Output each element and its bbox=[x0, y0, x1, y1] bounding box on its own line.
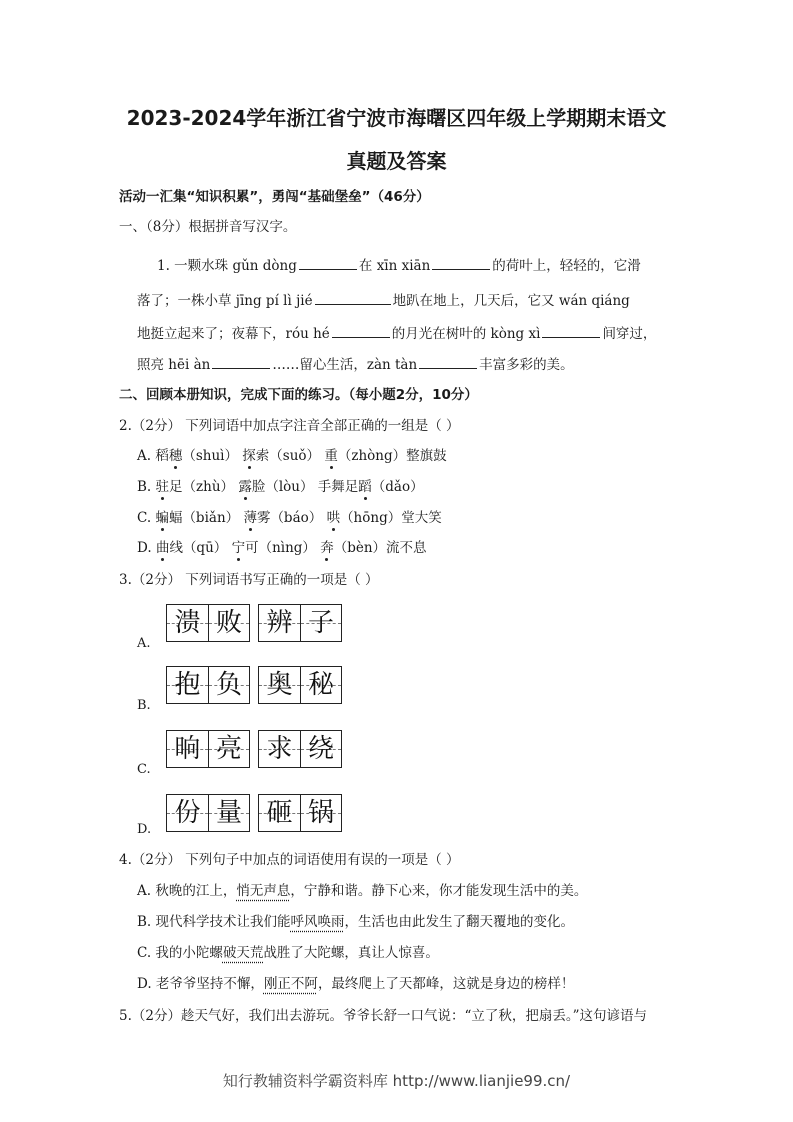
dotted-word: 悄无声息 bbox=[236, 883, 291, 899]
option-label: B. bbox=[137, 479, 152, 495]
q3-stem: 3.（2分） 下列词语书写正确的一项是（ ） bbox=[119, 572, 379, 588]
pinyin-line-2 bbox=[137, 290, 630, 311]
dotted-char: 探 bbox=[242, 448, 256, 464]
answer-blank[interactable] bbox=[419, 354, 477, 369]
grid-cell: 砸 bbox=[259, 795, 300, 831]
sentence-text: ，生活也由此发生了翻天覆地的变化。 bbox=[344, 914, 575, 930]
word-box bbox=[258, 604, 342, 642]
word-box bbox=[166, 666, 250, 704]
q2-option-c[interactable] bbox=[137, 508, 442, 528]
dotted-char: 宁 bbox=[231, 540, 246, 556]
sentence-text: ，宁静和谐。静下心来，你才能发现生活中的美。 bbox=[290, 883, 588, 899]
pinyin: （shuì） bbox=[182, 448, 238, 464]
q3-option-b-label[interactable]: B. bbox=[137, 698, 151, 713]
word-char: 雾 bbox=[256, 510, 271, 526]
answer-blank[interactable] bbox=[212, 354, 270, 369]
dotted-char: 重 bbox=[324, 448, 338, 464]
q3-option-c-label[interactable]: C. bbox=[137, 762, 151, 777]
dotted-char: 哄 bbox=[326, 510, 341, 526]
word-char: 稻 bbox=[155, 448, 169, 464]
pinyin: （qū） bbox=[182, 540, 228, 556]
q2-option-b[interactable] bbox=[137, 477, 424, 497]
q3-option-b-grid[interactable] bbox=[166, 666, 350, 704]
dotted-word: 呼风唤雨 bbox=[290, 914, 345, 930]
option-label: D. bbox=[137, 540, 152, 556]
q3-option-d-grid[interactable] bbox=[166, 794, 350, 832]
grid-cell: 亮 bbox=[208, 731, 249, 767]
pinyin: （zhòng）整旗鼓 bbox=[337, 448, 447, 464]
answer-blank[interactable] bbox=[332, 323, 390, 338]
pinyin-text: 间穿过， bbox=[602, 326, 657, 342]
grid-cell: 溃 bbox=[167, 605, 208, 641]
q5-stem: 5.（2分）趁天气好，我们出去游玩。爷爷长舒一口气说：“立了秋，把扇丢。”这句谚语与 bbox=[119, 1008, 648, 1024]
dotted-char: 薄 bbox=[243, 510, 257, 526]
sentence-text: ，最终爬上了天都峰，这就是身边的榜样！ bbox=[317, 976, 575, 992]
pinyin: （báo） bbox=[270, 510, 323, 526]
pinyin: （nìng） bbox=[258, 540, 316, 556]
dotted-char: 曲 bbox=[155, 540, 170, 556]
pinyin: （lòu） bbox=[265, 479, 314, 495]
answer-blank[interactable] bbox=[432, 255, 490, 270]
pinyin-text: 的月光在树叶的 kòng xì bbox=[391, 326, 541, 342]
pinyin: （bèn）流不息 bbox=[333, 540, 427, 556]
activity-heading: 活动一汇集“知识积累”，勇闯“基础堡垒”（46分） bbox=[119, 189, 430, 205]
dotted-word: 刚正不阿 bbox=[263, 976, 318, 992]
dotted-char: 蝙 bbox=[155, 510, 169, 526]
pinyin-text: 的荷叶上，轻轻的，它滑 bbox=[492, 258, 641, 274]
word-box bbox=[166, 604, 250, 642]
pinyin-text: 1. 一颗水珠 gǔn dòng bbox=[157, 258, 297, 274]
q2-option-d[interactable] bbox=[137, 538, 427, 558]
doc-title-line2: 真题及答案 bbox=[346, 149, 447, 173]
grid-cell: 秘 bbox=[300, 667, 341, 703]
grid-cell: 抱 bbox=[167, 667, 208, 703]
pinyin-line-1 bbox=[157, 255, 641, 276]
grid-cell: 份 bbox=[167, 795, 208, 831]
word-box bbox=[258, 666, 342, 704]
grid-cell: 绕 bbox=[300, 731, 341, 767]
answer-blank[interactable] bbox=[542, 323, 600, 338]
q3-option-a-grid[interactable] bbox=[166, 604, 350, 642]
pinyin-text: 照亮 hēi àn bbox=[137, 357, 211, 373]
q4-option-a[interactable] bbox=[137, 881, 587, 901]
sentence-text: B. 现代科学技术让我们能 bbox=[137, 914, 291, 930]
q3-option-d-label[interactable]: D. bbox=[137, 822, 152, 837]
sentence-text: C. 我的小陀螺 bbox=[137, 945, 223, 961]
grid-cell: 锅 bbox=[300, 795, 341, 831]
q4-stem: 4.（2分） 下列句子中加点的词语使用有误的一项是（ ） bbox=[119, 852, 460, 868]
word-char: 可 bbox=[245, 540, 259, 556]
pinyin: （hōng）堂大笑 bbox=[340, 510, 442, 526]
dotted-char: 奔 bbox=[320, 540, 334, 556]
pinyin-text: 丰富多彩的美。 bbox=[479, 357, 574, 373]
answer-blank[interactable] bbox=[299, 255, 357, 270]
pinyin-text: 地趴在地上，几天后，它又 wán qiáng bbox=[392, 293, 630, 309]
word-box bbox=[258, 730, 342, 768]
pinyin-text: 地挺立起来了；夜幕下，róu hé bbox=[137, 326, 330, 342]
sentence-text: 战胜了大陀螺，真让人惊喜。 bbox=[263, 945, 439, 961]
word-char: 足 bbox=[169, 479, 183, 495]
option-label: C. bbox=[137, 510, 152, 526]
pinyin-line-4 bbox=[137, 354, 574, 375]
dotted-char: 蹈 bbox=[358, 479, 372, 495]
grid-cell: 奥 bbox=[259, 667, 300, 703]
word-char: 线 bbox=[169, 540, 183, 556]
option-label: A. bbox=[137, 448, 152, 464]
pinyin: （suǒ） bbox=[269, 448, 321, 464]
q4-option-c[interactable] bbox=[137, 943, 439, 963]
footer-watermark: 知行教辅资料学霸资料库 http://www.lianjie99.cn/ bbox=[222, 1072, 571, 1090]
word-box bbox=[258, 794, 342, 832]
grid-cell: 辨 bbox=[259, 605, 300, 641]
word-box bbox=[166, 794, 250, 832]
q3-option-c-grid[interactable] bbox=[166, 730, 350, 768]
word-box bbox=[166, 730, 250, 768]
word-char: 蝠 bbox=[168, 510, 183, 526]
pinyin-text: 落了；一株小草 jīng pí lì jié bbox=[137, 293, 313, 309]
word-char: 手舞足 bbox=[317, 479, 359, 495]
answer-blank[interactable] bbox=[315, 290, 391, 305]
dotted-char: 驻 bbox=[155, 479, 170, 495]
pinyin: （dǎo） bbox=[371, 479, 424, 495]
sentence-text: D. 老爷爷坚持不懈， bbox=[137, 976, 264, 992]
q4-option-d[interactable] bbox=[137, 974, 574, 994]
pinyin-text: ……留心生活，zàn tàn bbox=[272, 357, 418, 373]
sentence-text: A. 秋晚的江上， bbox=[137, 883, 237, 899]
grid-cell: 晌 bbox=[167, 731, 208, 767]
pinyin: （zhù） bbox=[182, 479, 235, 495]
grid-cell: 败 bbox=[208, 605, 249, 641]
q2-option-a[interactable] bbox=[137, 446, 447, 466]
part1-heading: 一、（8分）根据拼音写汉字。 bbox=[119, 219, 297, 235]
dotted-char: 穗 bbox=[168, 448, 183, 464]
dotted-char: 露 bbox=[238, 479, 252, 495]
grid-cell: 求 bbox=[259, 731, 300, 767]
q2-stem: 2.（2分） 下列词语中加点字注音全部正确的一组是（ ） bbox=[119, 418, 460, 434]
q4-option-b[interactable] bbox=[137, 912, 574, 932]
part2-heading: 二、回顾本册知识，完成下面的练习。（每小题2分，10分） bbox=[119, 387, 478, 403]
grid-cell: 量 bbox=[208, 795, 249, 831]
pinyin-text: 在 xīn xiān bbox=[358, 258, 431, 274]
word-char: 索 bbox=[255, 448, 270, 464]
pinyin: （biǎn） bbox=[182, 510, 240, 526]
word-char: 脸 bbox=[251, 479, 266, 495]
grid-cell: 负 bbox=[208, 667, 249, 703]
grid-cell: 子 bbox=[300, 605, 341, 641]
doc-title-line1: 2023-2024学年浙江省宁波市海曙区四年级上学期期末语文 bbox=[126, 106, 667, 130]
q3-option-a-label[interactable]: A. bbox=[137, 636, 151, 651]
pinyin-line-3 bbox=[137, 323, 656, 344]
dotted-word: 破天荒 bbox=[222, 945, 264, 961]
